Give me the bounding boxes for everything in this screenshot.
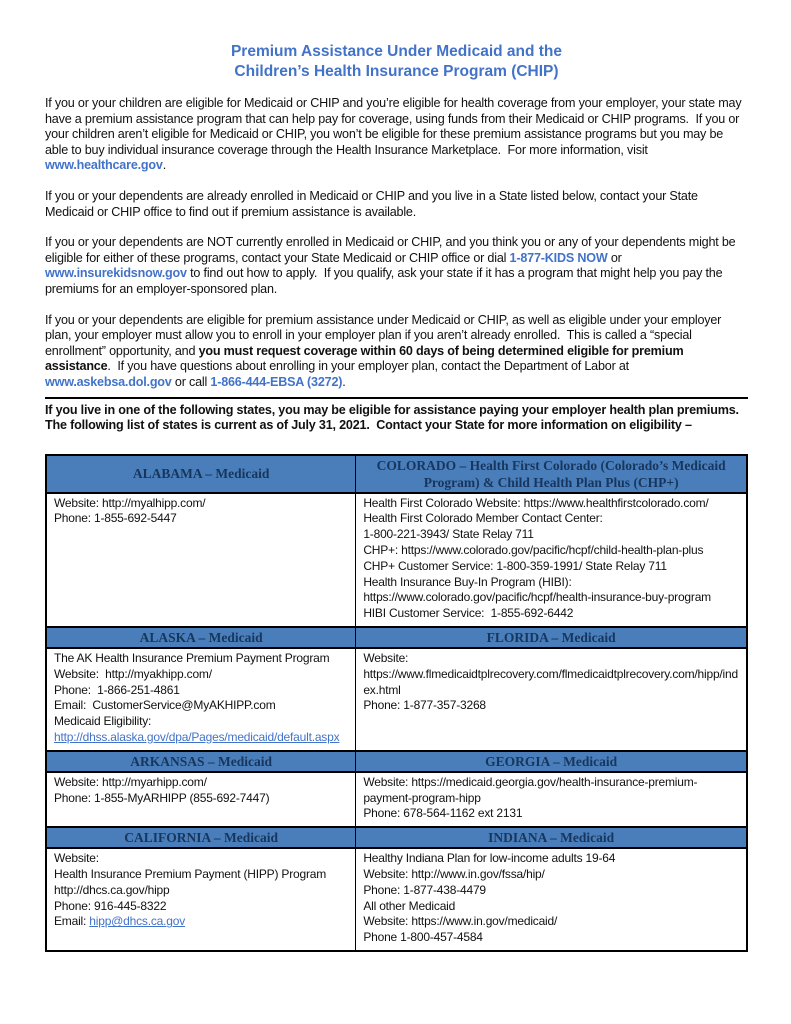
state-content-cell	[356, 848, 747, 951]
text-segment: If you live in one of the following states, you may be eligible for assistance paying your employer health plan premiums. The following list of states is current as of July 31, 2021. Contact your State for more information on eligibility –	[45, 402, 746, 433]
cell-line	[363, 606, 740, 622]
text-segment: Phone 1-800-457-4584	[363, 930, 483, 945]
text-segment: Website: https://www.in.gov/medicaid/	[363, 914, 558, 929]
text-segment: or	[607, 250, 625, 265]
state-header-row	[46, 827, 747, 848]
state-table-body	[46, 455, 747, 951]
cell-line	[363, 575, 740, 591]
text-segment: Website: https://medicaid.georgia.gov/health-insurance-premium-payment-program-hipp	[363, 774, 698, 805]
text-segment: If you or your children are eligible for Medicaid or CHIP and you’re eligible for health coverage from your employer, your state may have a premium assistance program that can help pay for coverage, using funds from their Medicaid or CHIP programs. If you or your children aren’t eligible for Medicaid or CHIP, you won’t be eligible for these premium assistance programs but you may be able to buy individual insurance coverage through the Health Insurance Marketplace. For more information, visit	[45, 96, 745, 157]
cell-line	[54, 851, 349, 867]
text-segment: If you or your dependents are NOT currently enrolled in Medicaid or CHIP, and you think you or any of your dependents might be eligible for either of these programs, contact your State Medicaid or CHIP office or dial	[45, 235, 739, 265]
cell-line	[363, 651, 740, 667]
text-segment: .	[342, 374, 346, 389]
cell-line	[54, 775, 349, 791]
cell-line	[54, 914, 349, 930]
cell-line	[363, 914, 740, 930]
text-segment: http://dhcs.ca.gov/hipp	[54, 882, 170, 897]
title-line-1: Premium Assistance Under Medicaid and the	[230, 43, 563, 60]
state-header-cell: ALASKA – Medicaid	[46, 627, 356, 648]
text-segment: Website:	[54, 851, 99, 866]
text-segment: CHP+ Customer Service: 1-800-359-1991/ State Relay 711	[363, 558, 667, 573]
text-segment: Health First Colorado Member Contact Center:	[363, 511, 603, 526]
text-segment: Email: CustomerService@MyAKHIPP.com	[54, 698, 276, 713]
text-segment: Email:	[54, 914, 90, 929]
cell-line	[363, 806, 740, 822]
text-segment: or call	[171, 374, 211, 389]
paragraph-not-enrolled	[45, 235, 748, 297]
state-assistance-table	[45, 454, 748, 952]
text-segment: Phone: 678-564-1162 ext 2131	[363, 806, 523, 821]
text-segment: Phone: 1-877-357-3268	[363, 698, 486, 713]
cell-line	[54, 667, 349, 683]
text-segment: Website:	[363, 651, 409, 666]
text-segment: Health Insurance Buy-In Program (HIBI):	[363, 574, 572, 589]
text-segment: Phone: 916-445-8322	[54, 898, 167, 913]
cell-line	[54, 899, 349, 915]
state-header-row	[46, 627, 747, 648]
text-segment: https://www.flmedicaidtplrecovery.com/flmedicaidtplrecovery.com/hipp/index.html	[363, 666, 738, 697]
cell-line	[54, 883, 349, 899]
text-segment: to find out how to apply. If you qualify, ask your state if it has a program that might help you pay the premiums for an employer-sponsored plan.	[45, 266, 726, 296]
cell-line	[54, 714, 349, 730]
inline-link[interactable]: hipp@dhcs.ca.gov	[89, 914, 185, 929]
text-segment: Medicaid Eligibility:	[54, 714, 152, 729]
state-content-cell	[46, 648, 356, 751]
text-segment: you must request coverage within 60 days of being determined eligible for premium assistance	[45, 343, 687, 374]
state-content-cell	[356, 493, 747, 627]
cell-line	[363, 590, 740, 606]
text-segment: Phone: 1-866-251-4861	[54, 682, 180, 697]
state-content-row	[46, 493, 747, 627]
state-header-cell: INDIANA – Medicaid	[356, 827, 747, 848]
cell-line	[54, 730, 349, 746]
text-segment: Website: http://myakhipp.com/	[54, 666, 212, 681]
cell-line	[54, 791, 349, 807]
paragraph-premium-assistance-intro	[45, 96, 748, 174]
section-divider	[45, 397, 748, 399]
text-segment: If you or your dependents are already enrolled in Medicaid or CHIP and you live in a State listed below, contact your State Medicaid or CHIP office to find out if premium assistance is available.	[45, 188, 702, 219]
state-header-cell: COLORADO – Health First Colorado (Colorado’s Medicaid Program) & Child Health Plan Plus (CHP+)	[356, 455, 747, 493]
cell-line	[54, 698, 349, 714]
cell-line	[363, 867, 740, 883]
cell-line	[363, 667, 740, 699]
cell-line	[54, 683, 349, 699]
paragraph-already-enrolled	[45, 189, 748, 220]
text-segment: If you or your dependents are eligible for premium assistance under Medicaid or CHIP, as well as eligible under your employer plan, your employer must allow you to enroll in your employer plan if you aren’t already enrolled. This is called a “special enrollment” opportunity, and	[45, 312, 725, 358]
inline-link[interactable]: 1-877-KIDS NOW	[509, 250, 608, 265]
text-segment: The AK Health Insurance Premium Payment Program	[54, 651, 330, 666]
text-segment: Website: http://www.in.gov/fssa/hip/	[363, 867, 545, 882]
text-segment: Website: http://myarhipp.com/	[54, 774, 207, 789]
title-line-2: Children’s Health Insurance Program (CHIP)	[234, 63, 559, 80]
cell-line	[363, 930, 740, 946]
text-segment: Website: http://myalhipp.com/	[54, 495, 206, 510]
state-content-cell	[356, 772, 747, 827]
cell-line	[54, 511, 349, 527]
inline-link[interactable]: www.askebsa.dol.gov	[45, 374, 172, 389]
text-segment: HIBI Customer Service: 1-855-692-6442	[363, 606, 574, 621]
state-content-row	[46, 848, 747, 951]
text-segment: CHP+: https://www.colorado.gov/pacific/hcpf/child-health-plan-plus	[363, 543, 704, 558]
state-content-cell	[46, 848, 356, 951]
cell-line	[363, 543, 740, 559]
state-header-cell: CALIFORNIA – Medicaid	[46, 827, 356, 848]
inline-link[interactable]: www.healthcare.gov	[45, 158, 163, 173]
paragraph-states-list-intro	[45, 403, 748, 434]
document-title	[45, 42, 748, 82]
cell-line	[363, 527, 740, 543]
text-segment: Phone: 1-855-692-5447	[54, 511, 177, 526]
text-segment: .	[162, 158, 167, 173]
cell-line	[363, 883, 740, 899]
state-header-cell: ALABAMA – Medicaid	[46, 455, 356, 493]
state-content-row	[46, 648, 747, 751]
state-content-cell	[46, 493, 356, 627]
state-header-cell: FLORIDA – Medicaid	[356, 627, 747, 648]
text-segment: . If you have questions about enrolling in your employer plan, contact the Department of Labor at	[107, 359, 633, 374]
state-header-row	[46, 455, 747, 493]
cell-line	[54, 867, 349, 883]
cell-line	[363, 496, 740, 512]
cell-line	[54, 651, 349, 667]
inline-link[interactable]: 1-866-444-EBSA (3272)	[210, 374, 343, 389]
cell-line	[363, 511, 740, 527]
text-segment: Phone: 1-877-438-4479	[363, 882, 486, 897]
state-header-row	[46, 751, 747, 772]
inline-link[interactable]: http://dhss.alaska.gov/dpa/Pages/medicaid/default.aspx	[54, 730, 340, 745]
text-segment: 1-800-221-3943/ State Relay 711	[363, 527, 534, 542]
inline-link[interactable]: www.insurekidsnow.gov	[45, 266, 187, 281]
state-content-row	[46, 772, 747, 827]
state-header-cell: ARKANSAS – Medicaid	[46, 751, 356, 772]
cell-line	[363, 698, 740, 714]
paragraph-special-enrollment	[45, 313, 748, 391]
state-content-cell	[356, 648, 747, 751]
text-segment: Health First Colorado Website: https://www.healthfirstcolorado.com/	[363, 495, 709, 510]
text-segment: All other Medicaid	[363, 898, 456, 913]
cell-line	[54, 496, 349, 512]
text-segment: Healthy Indiana Plan for low-income adults 19-64	[363, 851, 616, 866]
state-header-cell: GEORGIA – Medicaid	[356, 751, 747, 772]
cell-line	[363, 775, 740, 807]
state-content-cell	[46, 772, 356, 827]
text-segment: https://www.colorado.gov/pacific/hcpf/health-insurance-buy-program	[363, 590, 711, 605]
cell-line	[363, 851, 740, 867]
text-segment: Health Insurance Premium Payment (HIPP) Program	[54, 867, 327, 882]
text-segment: Phone: 1-855-MyARHIPP (855-692-7447)	[54, 790, 270, 805]
cell-line	[363, 899, 740, 915]
cell-line	[363, 559, 740, 575]
